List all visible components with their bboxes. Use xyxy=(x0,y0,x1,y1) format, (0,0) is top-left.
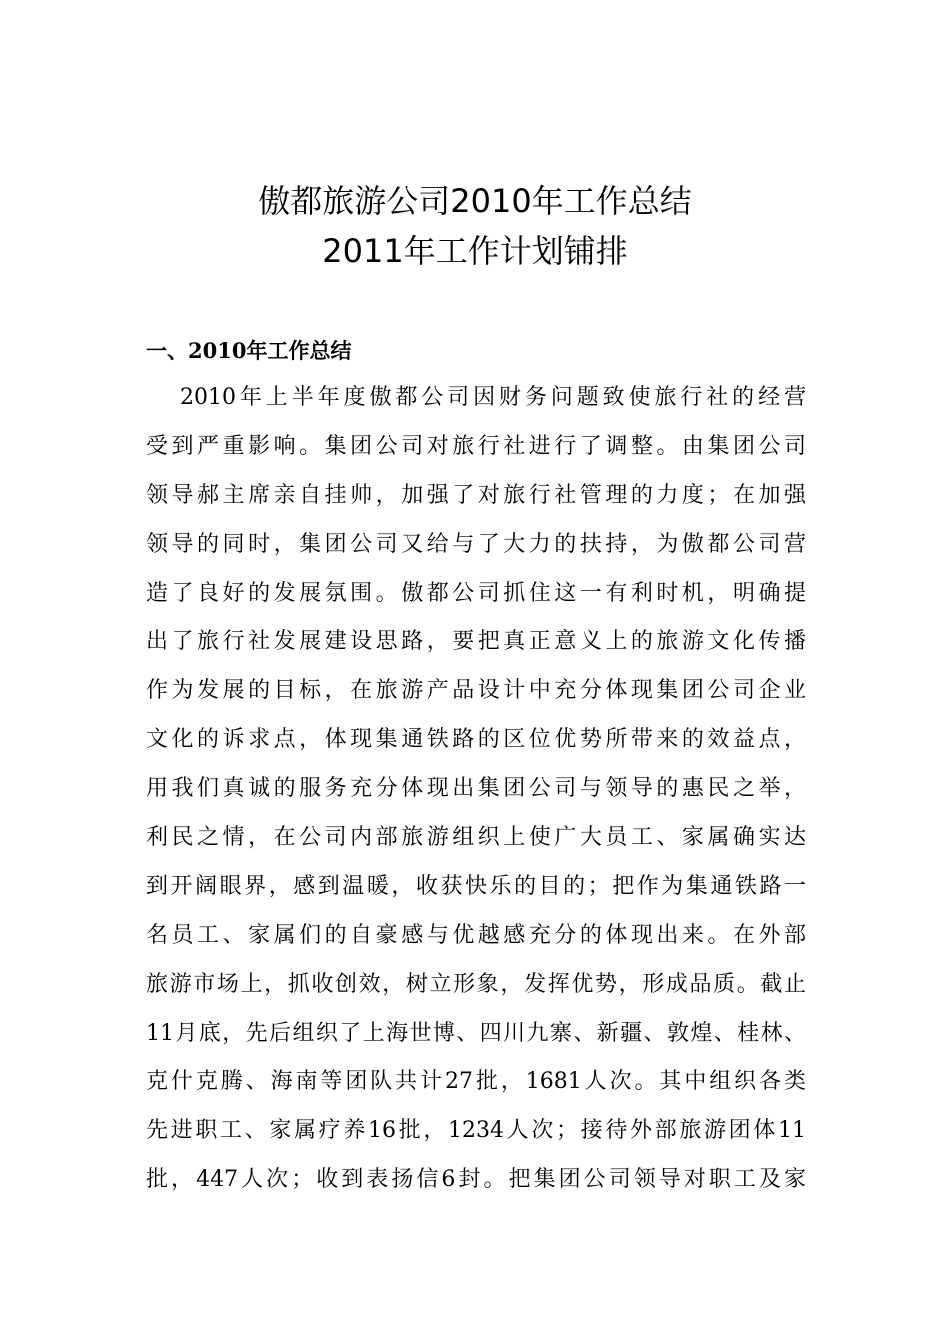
title-line-2: 2011年工作计划铺排 xyxy=(322,232,628,270)
body-line: 作为发展的目标，在旅游产品设计中充分体现集团公司企业 xyxy=(146,678,806,704)
body-line: 旅游市场上，抓收创效，树立形象，发挥优势，形成品质。截止 xyxy=(146,971,806,997)
body-line: 出了旅行社发展建设思路，要把真正意义上的旅游文化传播 xyxy=(146,629,806,655)
body-paragraph xyxy=(146,378,806,1209)
body-line: 造了良好的发展氛围。傲都公司抓住这一有利时机，明确提 xyxy=(146,580,806,606)
body-line: 利民之情，在公司内部旅游组织上使广大员工、家属确实达 xyxy=(146,825,806,851)
body-line: 11月底，先后组织了上海世博、四川九寨、新疆、敦煌、桂林、 xyxy=(146,1020,806,1046)
document-title xyxy=(0,176,950,276)
body-line: 名员工、家属们的自豪感与优越感充分的体现出来。在外部 xyxy=(146,922,806,948)
title-line-1: 傲都旅游公司2010年工作总结 xyxy=(258,182,692,220)
body-line: 领导郝主席亲自挂帅，加强了对旅行社管理的力度；在加强 xyxy=(146,482,806,508)
body-line: 批，447人次；收到表扬信6封。把集团公司领导对职工及家 xyxy=(146,1167,806,1193)
body-line: 受到严重影响。集团公司对旅行社进行了调整。由集团公司 xyxy=(146,433,806,459)
body-line: 用我们真诚的服务充分体现出集团公司与领导的惠民之举， xyxy=(146,776,806,802)
body-line: 2010年上半年度傲都公司因财务问题致使旅行社的经营 xyxy=(180,385,806,410)
body-line: 克什克腾、海南等团队共计27批，1681人次。其中组织各类 xyxy=(146,1069,806,1095)
section-heading: 一、2010年工作总结 xyxy=(146,338,352,363)
body-line: 到开阔眼界，感到温暖，收获快乐的目的；把作为集通铁路一 xyxy=(146,873,806,899)
body-line: 领导的同时，集团公司又给与了大力的扶持，为傲都公司营 xyxy=(146,531,806,557)
body-line: 文化的诉求点，体现集通铁路的区位优势所带来的效益点， xyxy=(146,727,806,753)
body-line: 先进职工、家属疗养16批，1234人次；接待外部旅游团体11 xyxy=(146,1118,806,1144)
